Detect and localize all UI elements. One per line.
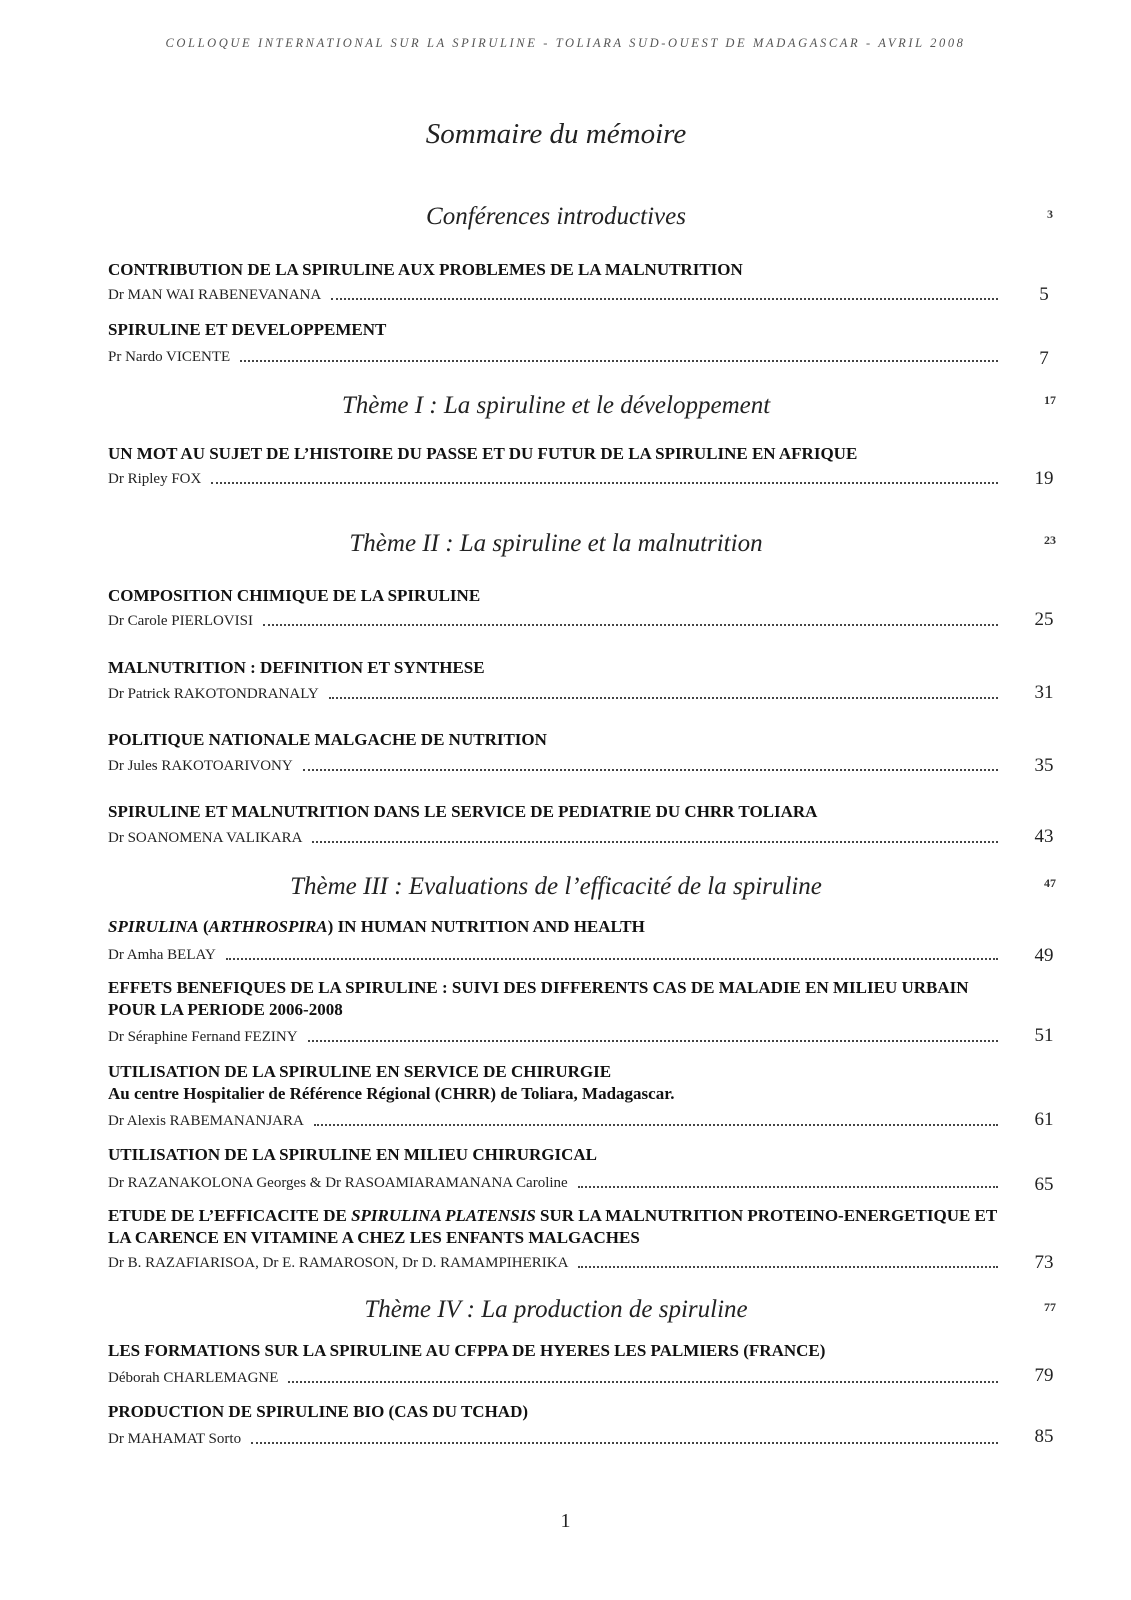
dot-leader: [263, 624, 998, 626]
entry-authors: Dr SOANOMENA VALIKARA: [108, 830, 303, 846]
dot-leader: [251, 1442, 998, 1444]
entry-title: LES FORMATIONS SUR LA SPIRULINE AU CFPPA DE HYERES LES PALMIERS (FRANCE): [108, 1341, 826, 1360]
dot-leader: [303, 769, 998, 771]
entry-title: COMPOSITION CHIMIQUE DE LA SPIRULINE: [108, 586, 481, 605]
section-heading: Thème I : La spiruline et le développement: [341, 392, 771, 419]
entry-title: [108, 1061, 1008, 1105]
entry-page-number: 7: [1039, 348, 1049, 369]
dot-leader: [331, 298, 998, 300]
section-page-number: 47: [1044, 876, 1056, 890]
entry-page-number: 19: [1034, 468, 1054, 489]
entry-title-italic: SPIRULINA PLATENSIS: [351, 1206, 536, 1225]
entry-title-text: (: [198, 917, 209, 936]
page-title: Sommaire du mémoire: [425, 118, 687, 150]
entry-authors: Dr Amha BELAY: [108, 947, 216, 963]
entry-page-number: 51: [1034, 1025, 1054, 1046]
entry-title: EFFETS BENEFIQUES DE LA SPIRULINE : SUIVI DES DIFFERENTS CAS DE MALADIE EN MILIEU URBAIN POUR LA PERIODE 2006-2008: [108, 978, 969, 1019]
entry-title: [108, 1205, 1008, 1249]
entry-page-number: 5: [1039, 284, 1049, 305]
entry-title: CONTRIBUTION DE LA SPIRULINE AUX PROBLEMES DE LA MALNUTRITION: [108, 260, 743, 279]
dot-leader: [329, 697, 998, 699]
footer-page-number: 1: [560, 1510, 571, 1532]
entry-author-line: [108, 1175, 998, 1192]
section-heading: Thème III : Evaluations de l’efficacité de la spiruline: [290, 873, 822, 900]
dot-leader: [211, 482, 998, 484]
entry-authors: Déborah CHARLEMAGNE: [108, 1370, 279, 1386]
section-heading: Conférences introductives: [426, 203, 686, 230]
entry-author-line: [108, 758, 998, 775]
dot-leader: [288, 1381, 998, 1383]
entry-authors: Dr Carole PIERLOVISI: [108, 613, 253, 629]
entry-authors: Dr MAN WAI RABENEVANANA: [108, 287, 322, 303]
entry-page-number: 85: [1034, 1426, 1054, 1447]
section-page-number: 3: [1047, 207, 1053, 221]
entry-authors: Dr Alexis RABEMANANJARA: [108, 1113, 304, 1129]
entry-title-italic: SPIRULINA: [108, 917, 199, 936]
entry-author-line: [108, 613, 998, 630]
dot-leader: [226, 958, 998, 960]
entry-title-text: ) IN HUMAN NUTRITION AND HEALTH: [327, 917, 645, 936]
entry-title: UTILISATION DE LA SPIRULINE EN MILIEU CHIRURGICAL: [108, 1145, 598, 1164]
entry-author-line: [108, 1255, 998, 1272]
dot-leader: [308, 1040, 998, 1042]
entry-title: SPIRULINE ET DEVELOPPEMENT: [108, 320, 387, 339]
dot-leader: [578, 1266, 998, 1268]
dot-leader: [312, 841, 998, 843]
dot-leader: [240, 360, 998, 362]
entry-page-number: 65: [1034, 1174, 1054, 1195]
entry-author-line: [108, 1431, 998, 1448]
entry-author-line: [108, 471, 998, 488]
entry-page-number: 43: [1034, 826, 1054, 847]
section-heading: Thème IV : La production de spiruline: [364, 1296, 748, 1323]
entry-page-number: 35: [1034, 755, 1054, 776]
entry-page-number: 31: [1034, 682, 1054, 703]
entry-title: MALNUTRITION : DEFINITION ET SYNTHESE: [108, 658, 485, 677]
section-page-number: 17: [1044, 393, 1056, 407]
entry-author-line: [108, 830, 998, 847]
entry-page-number: 79: [1034, 1365, 1054, 1386]
dot-leader: [314, 1124, 998, 1126]
section-page-number: 23: [1044, 533, 1056, 547]
entry-page-number: 49: [1034, 945, 1054, 966]
entry-page-number: 73: [1034, 1252, 1054, 1273]
entry-title-italic: ARTHROSPIRA: [208, 917, 328, 936]
entry-title-text: UTILISATION DE LA SPIRULINE EN SERVICE DE CHIRURGIE: [108, 1062, 612, 1081]
entry-title: UN MOT AU SUJET DE L’HISTOIRE DU PASSE ET DU FUTUR DE LA SPIRULINE EN AFRIQUE: [108, 444, 858, 463]
entry-title: PRODUCTION DE SPIRULINE BIO (CAS DU TCHAD): [108, 1402, 529, 1421]
entry-title: SPIRULINE ET MALNUTRITION DANS LE SERVICE DE PEDIATRIE DU CHRR TOLIARA: [108, 802, 818, 821]
entry-authors: Dr Patrick RAKOTONDRANALY: [108, 686, 319, 702]
entry-title-text: ETUDE DE L’EFFICACITE DE: [108, 1206, 352, 1225]
dot-leader: [578, 1186, 998, 1188]
entry-authors: Dr Ripley FOX: [108, 471, 202, 487]
section-heading: Thème II : La spiruline et la malnutrition: [349, 530, 763, 557]
entry-page-number: 25: [1034, 609, 1054, 630]
entry-title: POLITIQUE NATIONALE MALGACHE DE NUTRITION: [108, 730, 547, 749]
entry-authors: Dr RAZANAKOLONA Georges & Dr RASOAMIARAMANANA Caroline: [108, 1175, 568, 1191]
entry-author-line: [108, 686, 998, 703]
entry-author-line: [108, 1029, 998, 1046]
entry-author-line: [108, 287, 998, 304]
entry-authors: Pr Nardo VICENTE: [108, 349, 231, 365]
entry-author-line: [108, 349, 998, 366]
entry-authors: Dr MAHAMAT Sorto: [108, 1431, 242, 1447]
entry-title: [108, 916, 1008, 938]
entry-authors: Dr Jules RAKOTOARIVONY: [108, 758, 293, 774]
entry-author-line: [108, 1113, 998, 1130]
entry-author-line: [108, 947, 998, 964]
entry-author-line: [108, 1370, 998, 1387]
entry-authors: Dr B. RAZAFIARISOA, Dr E. RAMAROSON, Dr D. RAMAMPIHERIKA: [108, 1255, 569, 1271]
entry-page-number: 61: [1034, 1109, 1054, 1130]
section-page-number: 77: [1044, 1300, 1056, 1314]
running-header: COLLOQUE INTERNATIONAL SUR LA SPIRULINE - TOLIARA SUD-OUEST DE MADAGASCAR - AVRIL 2008: [165, 36, 966, 50]
entry-authors: Dr Séraphine Fernand FEZINY: [108, 1029, 298, 1045]
entry-title-text: SUR LA MALNUTRITION PROTEINO-ENERGETIQUE ET LA CARENCE EN VITAMINE A CHEZ LES ENFANTS MALGACHES: [108, 1206, 997, 1247]
entry-subtitle: Au centre Hospitalier de Référence Régional (CHRR) de Toliara, Madagascar.: [108, 1084, 675, 1103]
